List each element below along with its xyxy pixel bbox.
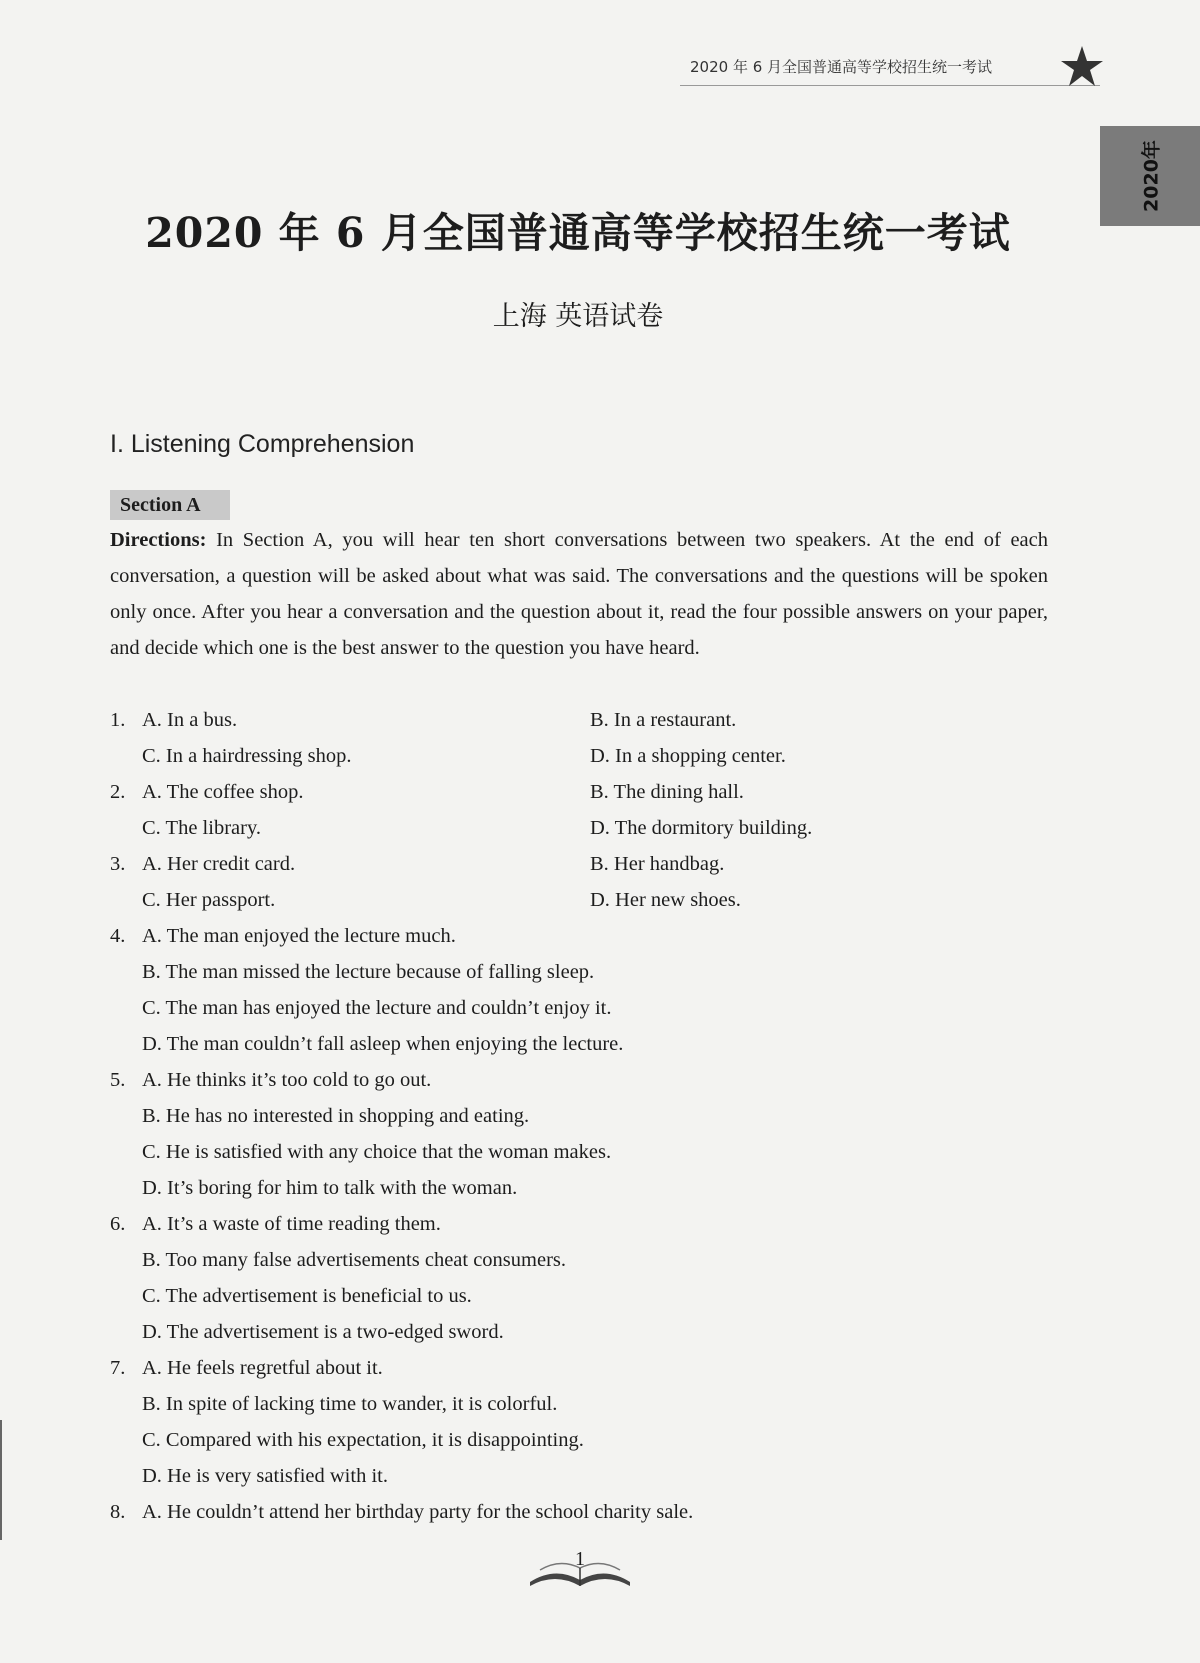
question-row [110, 1458, 1050, 1494]
header-rule [680, 85, 1100, 86]
option-d: D. In a shopping center. [590, 745, 786, 767]
question-number: 4. [110, 925, 126, 947]
question-number: 1. [110, 709, 126, 731]
question-row [110, 1026, 1050, 1062]
scan-edge [0, 1420, 2, 1540]
question-row [110, 1206, 1050, 1242]
option-a: A. In a bus. [142, 709, 238, 731]
question-number: 7. [110, 1357, 126, 1379]
option-d: D. It’s boring for him to talk with the woman. [142, 1177, 518, 1199]
question-row [110, 846, 1050, 882]
option-a: A. He feels regretful about it. [142, 1357, 383, 1379]
question-row [110, 1494, 1050, 1530]
running-head: 2020 年 6 月全国普通高等学校招生统一考试 [690, 58, 993, 76]
question-row [110, 882, 1050, 918]
question-row [110, 738, 1050, 774]
question-row [110, 918, 1050, 954]
option-a: A. It’s a waste of time reading them. [142, 1213, 441, 1235]
star-icon [1058, 44, 1106, 90]
question-number: 3. [110, 853, 126, 875]
option-a: A. He thinks it’s too cold to go out. [142, 1069, 432, 1091]
option-a: A. Her credit card. [142, 853, 296, 875]
option-b: B. The man missed the lecture because of falling sleep. [142, 961, 595, 983]
option-c: C. Her passport. [142, 889, 276, 911]
option-d: D. The advertisement is a two-edged sword. [142, 1321, 504, 1343]
question-row [110, 1350, 1050, 1386]
option-c: C. Compared with his expectation, it is disappointing. [142, 1429, 584, 1451]
option-b: B. Her handbag. [590, 853, 725, 875]
question-row [110, 1134, 1050, 1170]
option-d: D. He is very satisfied with it. [142, 1465, 388, 1487]
section-tag: Section A [110, 490, 230, 520]
year-tab-label: 2020年 [1140, 140, 1163, 212]
part-heading: I. Listening Comprehension [110, 430, 415, 458]
option-b: B. In a restaurant. [590, 709, 737, 731]
question-row [110, 1278, 1050, 1314]
option-c: C. In a hairdressing shop. [142, 745, 352, 767]
question-row [110, 1170, 1050, 1206]
option-b: B. Too many false advertisements cheat consumers. [142, 1249, 567, 1271]
option-b: B. The dining hall. [590, 781, 744, 803]
question-row [110, 1242, 1050, 1278]
page-number: 1 [575, 1548, 585, 1570]
question-row [110, 1314, 1050, 1350]
question-number: 6. [110, 1213, 126, 1235]
option-b: B. In spite of lacking time to wander, it is colorful. [142, 1393, 558, 1415]
directions-label: Directions: [110, 529, 207, 551]
option-c: C. The library. [142, 817, 261, 839]
question-row [110, 1386, 1050, 1422]
option-c: C. The man has enjoyed the lecture and couldn’t enjoy it. [142, 997, 612, 1019]
question-row [110, 1422, 1050, 1458]
question-row [110, 774, 1050, 810]
question-list [110, 702, 1050, 1530]
option-a: A. The man enjoyed the lecture much. [142, 925, 456, 947]
question-row [110, 810, 1050, 846]
option-a: A. The coffee shop. [142, 781, 304, 803]
option-b: B. He has no interested in shopping and eating. [142, 1105, 530, 1127]
question-number: 5. [110, 1069, 126, 1091]
question-number: 8. [110, 1501, 126, 1523]
option-c: C. He is satisfied with any choice that the woman makes. [142, 1141, 612, 1163]
question-number: 2. [110, 781, 126, 803]
option-d: D. Her new shoes. [590, 889, 741, 911]
question-row [110, 702, 1050, 738]
question-row [110, 1062, 1050, 1098]
question-row [110, 954, 1050, 990]
option-c: C. The advertisement is beneficial to us. [142, 1285, 472, 1307]
question-row [110, 990, 1050, 1026]
directions-text: In Section A, you will hear ten short conversations between two speakers. At the end of each conversation, a question will be asked about what was said. The conversations and the questions will be spoken only once. After you hear a conversation and the question about it, read the four possible answers on your paper, and decide which one is the best answer to the question you have heard. [110, 529, 1048, 659]
page-subtitle: 上海 英语试卷 [492, 301, 664, 332]
directions-paragraph [110, 522, 1048, 666]
question-row [110, 1098, 1050, 1134]
page-title: 2020 年 6 月全国普通高等学校招生统一考试 [145, 209, 1011, 257]
option-d: D. The man couldn’t fall asleep when enjoying the lecture. [142, 1033, 624, 1055]
option-a: A. He couldn’t attend her birthday party for the school charity sale. [142, 1501, 694, 1523]
option-d: D. The dormitory building. [590, 817, 813, 839]
